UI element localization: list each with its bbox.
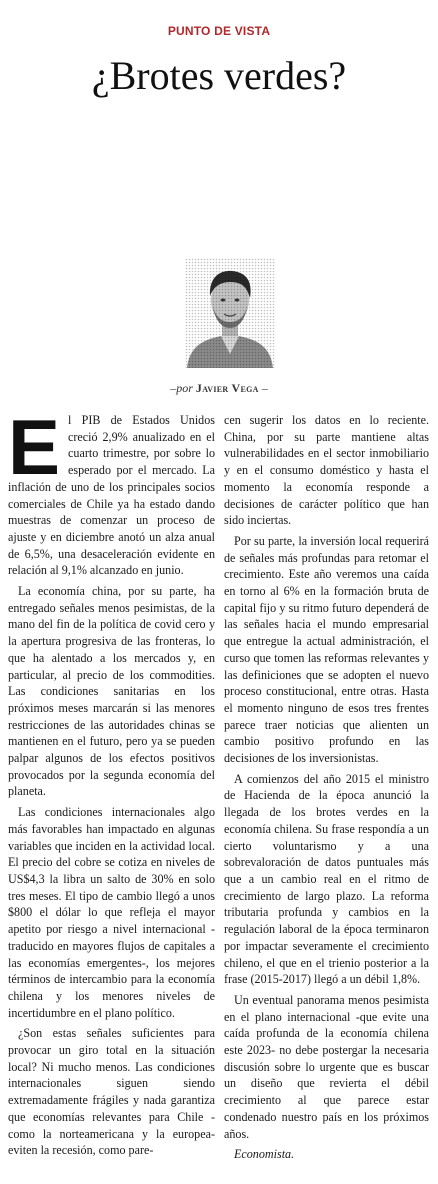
byline <box>0 381 438 396</box>
article-paragraph: Un eventual panorama menos pesimista en el plano internacional -que evite una caída profunda de la economía chilena este 2023- no debe postergar la necesaria discusión sobre lo urgente que es buscar un diseño que revierta el débil crecimiento al que parece estar condenado nuestro país en los próximos años. <box>224 992 429 1141</box>
article-paragraph: l PIB de Estados Unidos creció 2,9% anualizado en el cuarto trimestre, por sobre lo esperado por el mercado. La inflación de uno de los principales socios comerciales de Chile ya ha estado dando muestras de comenzar un proceso de ajuste y en diciembre anotó un alza anual de 6,5%, una desaceleración evidente en relación al 9,1% alcanzado en junio. <box>8 413 215 578</box>
drop-cap: E <box>8 403 61 491</box>
article-title: ¿Brotes verdes? <box>91 53 347 98</box>
section-kicker: PUNTO DE VISTA <box>167 24 271 38</box>
article-column-left <box>8 403 215 1163</box>
article-column-right <box>224 412 429 1167</box>
byline-prefix: –por <box>170 381 193 395</box>
article-paragraph: cen sugerir los datos en lo reciente. China, por su parte mantiene altas vulnerabilidades en el sector inmobiliario y en el consumo doméstico y hasta el momento la economía responde a decisiones de carácter político que han sido inciertas. <box>224 413 429 528</box>
article-paragraph: Las condiciones internacionales algo más favorables han impactado en algunas variables que inciden en la actividad local. El precio del cobre se cotiza en niveles de US$4,3 la libra un salto de 30% en solo tres meses. El tipo de cambio llegó a unos $800 el dólar lo que refleja el mayor apetito por riesgo a nivel internacional -traducido en mayores flujos de capitales a las economías emergentes-, los mejores términos de intercambio para la economía chilena y los menores niveles de incertidumbre en el plano político. <box>8 805 215 1020</box>
author-photo <box>185 258 275 368</box>
author-signature: Economista. <box>234 1147 295 1162</box>
article-paragraph: A comienzos del año 2015 el ministro de Hacienda de la época anunció la llegada de los brotes verdes en la economía chilena. Su frase respondía a un cierto voluntarismo y a una sobrevaloración de datos puntuales más que a un cambio real en el ritmo de crecimiento de largo plazo. La reforma tributaria profunda y cambios en la regulación laboral de la época terminaron por impactar severamente el crecimiento chileno, el que en el trienio posterior a la frase (2015-2017) llegó a un débil 1,8%. <box>224 771 429 987</box>
byline-suffix: – <box>261 381 268 395</box>
article-paragraph: Por su parte, la inversión local requerirá de señales más profundas para retomar el crecimiento. Este año veremos una caída en torno al 6% en la formación bruta de capital fijo y su ritmo futuro dependerá de las señales hacia el mundo empresarial que entregue la actual administración, el curso que tomen las reformas relevantes y las definiciones que se adopten el nuevo proceso constitucional, entre otras. Hasta el momento ninguno de esos tres frentes parece traer noticias que alienten un cambio positivo profundo en las decisiones de los inversionistas. <box>224 533 429 766</box>
article-paragraph: ¿Son estas señales suficientes para provocar un giro total en la situación local? Ni mucho menos. Las condiciones internacionales siguen siendo extremadamente frágiles y nada garantiza que economías relevantes para Chile -como la norteamericana y la europea- eviten la recesión, como pare- <box>8 1026 215 1158</box>
author-name: Javier Vega <box>195 381 259 395</box>
article-paragraph: La economía china, por su parte, ha entregado señales menos pesimistas, de la mano del fin de la política de covid cero y la apertura progresiva de las fronteras, lo que ha alentado a los mercados y, en particular, al precio de los commodities. Las condiciones sanitarias en los próximos meses marcarán si las menores restricciones de las autoridades chinas se mantienen en el futuro, pero ya se pueden palpar algunos de los efectos positivos provocados por la segunda economía del planeta. <box>8 584 215 799</box>
